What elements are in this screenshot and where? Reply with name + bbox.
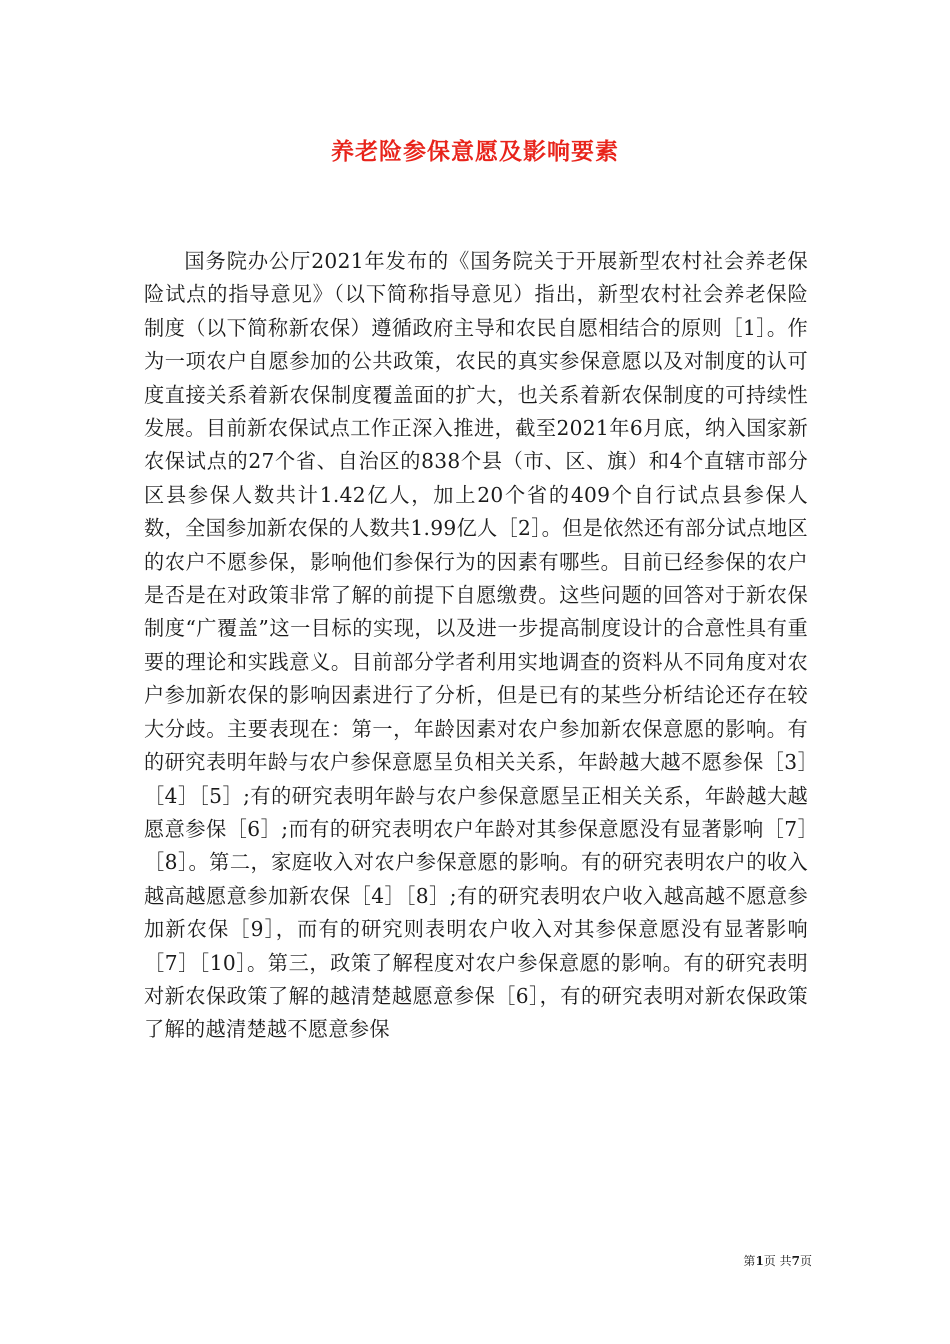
footer-total-pages: 7 — [791, 1254, 800, 1268]
body-paragraph: 国务院办公厅2021年发布的《国务院关于开展新型农村社会养老保险试点的指导意见》（以下简称指导意见）指出，新型农村社会养老保险制度（以下简称新农保）遵循政府主导和农民自愿相结合的原则［1］。作为一项农户自愿参加的公共政策，农民的真实参保意愿以及对制度的认可度直接关系着新农保制度覆盖面的扩大，也关系着新农保制度的可持续性发展。目前新农保试点工作正深入推进，截至2021年6月底，纳入国家新农保试点的27个省、自治区的838个县（市、区、旗）和4个直辖市部分区县参保人数共计1.42亿人，加上20个省的409个自行试点县参保人数，全国参加新农保的人数共1.99亿人［2］。但是依然还有部分试点地区的农户不愿参保，影响他们参保行为的因素有哪些。目前已经参保的农户是否是在对政策非常了解的前提下自愿缴费。这些问题的回答对于新农保制度“广覆盖”这一目标的实现，以及进一步提高制度设计的合意性具有重要的理论和实践意义。目前部分学者利用实地调查的资料从不同角度对农户参加新农保的影响因素进行了分析，但是已有的某些分析结论还存在较大分歧。主要表现在：第一，年龄因素对农户参加新农保意愿的影响。有的研究表明年龄与农户参保意愿呈负相关关系，年龄越大越不愿参保［3］［4］［5］;有的研究表明年龄与农户参保意愿呈正相关关系，年龄越大越愿意参保［6］;而有的研究表明农户年龄对其参保意愿没有显著影响［7］［8］。第二，家庭收入对农户参保意愿的影响。有的研究表明农户的收入越高越愿意参加新农保［4］［8］;有的研究表明农户收入越高越不愿意参加新农保［9］，而有的研究则表明农户收入对其参保意愿没有显著影响［7］［10］。第三，政策了解程度对农户参保意愿的影响。有的研究表明对新农保政策了解的越清楚越愿意参保［6］，有的研究表明对新农保政策了解的越清楚越不愿意参保 — [144, 249, 808, 1042]
footer-middle: 页 共 — [763, 1254, 792, 1268]
footer-prefix: 第 — [743, 1254, 756, 1268]
footer-suffix: 页 — [799, 1254, 812, 1268]
footer-current-page: 1 — [755, 1254, 764, 1268]
document-title: 养老险参保意愿及影响要素 — [331, 138, 619, 165]
page-number-footer — [712, 1252, 812, 1269]
